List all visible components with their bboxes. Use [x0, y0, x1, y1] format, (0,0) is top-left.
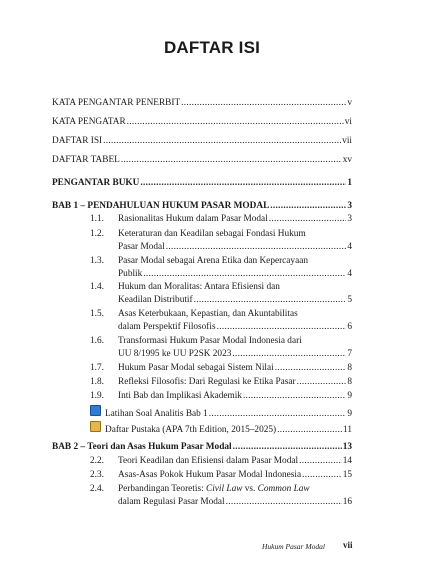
section-number: 2.4.	[90, 484, 104, 494]
toc-entry-label: Daftar Pustaka (APA 7th Edition, 2015–2025)	[105, 425, 277, 435]
section-number: 1.1.	[90, 214, 104, 224]
toc-section-label-line2: Keadilan Distributif	[118, 295, 193, 305]
toc-chapter-page: 3	[347, 201, 352, 211]
toc-section-2-4[interactable]	[118, 496, 352, 509]
toc-section-page: 4	[347, 269, 352, 279]
leader-dots	[299, 455, 342, 468]
toc-section-1-2[interactable]	[118, 241, 352, 254]
toc-section-page: 6	[347, 322, 352, 332]
toc-entry-page: vi	[344, 117, 352, 127]
toc-section-label-line2: Publik	[118, 269, 143, 279]
toc-section-label: Teori Keadilan dan Efisiensi dalam Pasar Modal	[118, 456, 299, 466]
toc-section-label-line2: Pasar Modal	[118, 242, 165, 252]
toc-entry-page: 11	[343, 425, 352, 435]
toc-chapter-page: 13	[342, 442, 352, 452]
toc-entry-label: KATA PENGATAR	[52, 117, 126, 127]
toc-section-label: Asas-Asas Pokok Hukum Pasar Modal Indonesia	[118, 470, 302, 480]
toc-section-1-3[interactable]	[118, 268, 352, 281]
section-number: 1.6.	[90, 336, 104, 346]
toc-section-page: 7	[347, 349, 352, 359]
toc-entry-latihan-soal[interactable]	[90, 405, 352, 421]
toc-section-1-4[interactable]	[118, 294, 352, 307]
section-number: 1.8.	[90, 377, 104, 387]
running-footer-title: Hukum Pasar Modal	[262, 542, 325, 551]
leader-dots	[243, 390, 346, 403]
section-number: 1.3.	[90, 256, 104, 266]
leader-dots	[302, 469, 342, 482]
toc-entry-kata-pengantar-penerbit[interactable]	[52, 97, 352, 110]
section-number: 2.2.	[90, 456, 104, 466]
toc-section-page: 14	[342, 456, 352, 466]
toc-entry-page: 1	[347, 178, 352, 188]
leader-dots	[270, 200, 346, 213]
toc-entry-page: vii	[342, 136, 352, 146]
leader-dots	[297, 376, 347, 389]
toc-entry-page: v	[347, 98, 352, 108]
toc-entry-label: DAFTAR TABEL	[52, 155, 120, 165]
section-number: 1.5.	[90, 309, 104, 319]
leader-dots	[226, 496, 342, 509]
leader-dots	[209, 408, 347, 421]
toc-entry-label: PENGANTAR BUKU	[52, 178, 140, 188]
section-number: 1.9.	[90, 391, 104, 401]
toc-section-label-line2: dalam Regulasi Pasar Modal	[118, 497, 225, 507]
toc-section-1-9[interactable]	[118, 390, 352, 403]
toc-chapter-bab-1[interactable]	[52, 200, 352, 213]
toc-entry-label: KATA PENGANTAR PENERBIT	[52, 98, 181, 108]
toc-section-label: Refleksi Filosofis: Dari Regulasi ke Etika Pasar	[118, 377, 296, 387]
leader-dots	[277, 424, 342, 437]
toc-section-page: 8	[347, 363, 352, 373]
toc-section-1-8[interactable]	[118, 376, 352, 389]
toc-section-page: 4	[347, 242, 352, 252]
leader-dots	[194, 294, 347, 307]
book-icon	[90, 405, 101, 416]
toc-entry-pengantar-buku[interactable]	[52, 177, 352, 190]
toc-section-page: 8	[347, 377, 352, 387]
toc-section-1-1[interactable]	[118, 213, 352, 226]
toc-section-label: Hukum Pasar Modal sebagai Sistem Nilai	[118, 363, 274, 373]
leader-dots	[217, 321, 347, 334]
toc-section-page: 15	[342, 470, 352, 480]
leader-dots	[140, 177, 346, 190]
leader-dots	[121, 154, 342, 167]
page-number: vii	[343, 540, 353, 550]
section-number: 2.3.	[90, 470, 104, 480]
section-number: 1.7.	[90, 363, 104, 373]
leader-dots	[275, 362, 347, 375]
toc-section-label-line1: Asas Keterbukaan, Kepastian, dan Akuntabilitas	[118, 309, 298, 319]
toc-section-page: 3	[347, 214, 352, 224]
leader-dots	[166, 241, 347, 254]
toc-section-1-6[interactable]	[118, 348, 352, 361]
sheet-icon	[90, 421, 101, 432]
toc-section-label: Rasionalitas Hukum dalam Pasar Modal	[118, 214, 268, 224]
leader-dots	[103, 135, 341, 148]
toc-section-label-line2: UU 8/1995 ke UU P2SK 2023	[118, 349, 232, 359]
toc-section-label-line1: Pasar Modal sebagai Arena Etika dan Kepercayaan	[118, 256, 308, 266]
leader-dots	[233, 441, 342, 454]
toc-entry-page: xv	[342, 155, 352, 165]
toc-section-label-line2: dalam Perspektif Filosofis	[118, 322, 216, 332]
leader-dots	[143, 268, 346, 281]
label-part: Perbandingan Teoretis:	[118, 484, 206, 494]
toc-section-label-line1: Keteraturan dan Keadilan sebagai Fondasi Hukum	[118, 229, 306, 239]
toc-chapter-label: BAB 2 – Teori dan Asas Hukum Pasar Modal	[52, 442, 232, 452]
toc-chapter-label: BAB 1 – PENDAHULUAN HUKUM PASAR MODAL	[52, 201, 270, 211]
page-title: DAFTAR ISI	[163, 38, 261, 57]
toc-entry-label: Latihan Soal Analitis Bab 1	[105, 409, 208, 419]
toc-section-page: 9	[347, 391, 352, 401]
section-number: 1.2.	[90, 229, 104, 239]
label-part: vs.	[242, 484, 258, 494]
toc-entry-label: DAFTAR ISI	[52, 136, 103, 146]
leader-dots	[232, 348, 346, 361]
toc-section-1-5[interactable]	[118, 321, 352, 334]
toc-section-label-line1: Transformasi Hukum Pasar Modal Indonesia dari	[118, 336, 302, 346]
toc-chapter-bab-2[interactable]	[52, 441, 352, 454]
toc-section-label-line1: Hukum dan Moralitas: Antara Efisiensi dan	[118, 282, 280, 292]
toc-entry-kata-pengatar[interactable]	[52, 116, 352, 129]
toc-section-2-3[interactable]	[118, 469, 352, 482]
toc-section-label-line1	[118, 483, 310, 496]
toc-section-page: 16	[342, 497, 352, 507]
toc-section-2-2[interactable]	[118, 455, 352, 468]
toc-entry-daftar-isi[interactable]	[52, 135, 352, 148]
leader-dots	[269, 213, 347, 226]
section-number: 1.4.	[90, 282, 104, 292]
label-part-italic: Common Law	[257, 484, 310, 494]
toc-entry-daftar-pustaka[interactable]	[90, 421, 352, 437]
leader-dots	[181, 97, 346, 110]
toc-section-page: 5	[347, 295, 352, 305]
leader-dots	[127, 116, 344, 129]
toc-section-1-7[interactable]	[118, 362, 352, 375]
toc-entry-page: 9	[347, 409, 352, 419]
label-part-italic: Civil Law	[206, 484, 243, 494]
toc-entry-daftar-tabel[interactable]	[52, 154, 352, 167]
toc-section-label: Inti Bab dan Implikasi Akademik	[118, 391, 242, 401]
